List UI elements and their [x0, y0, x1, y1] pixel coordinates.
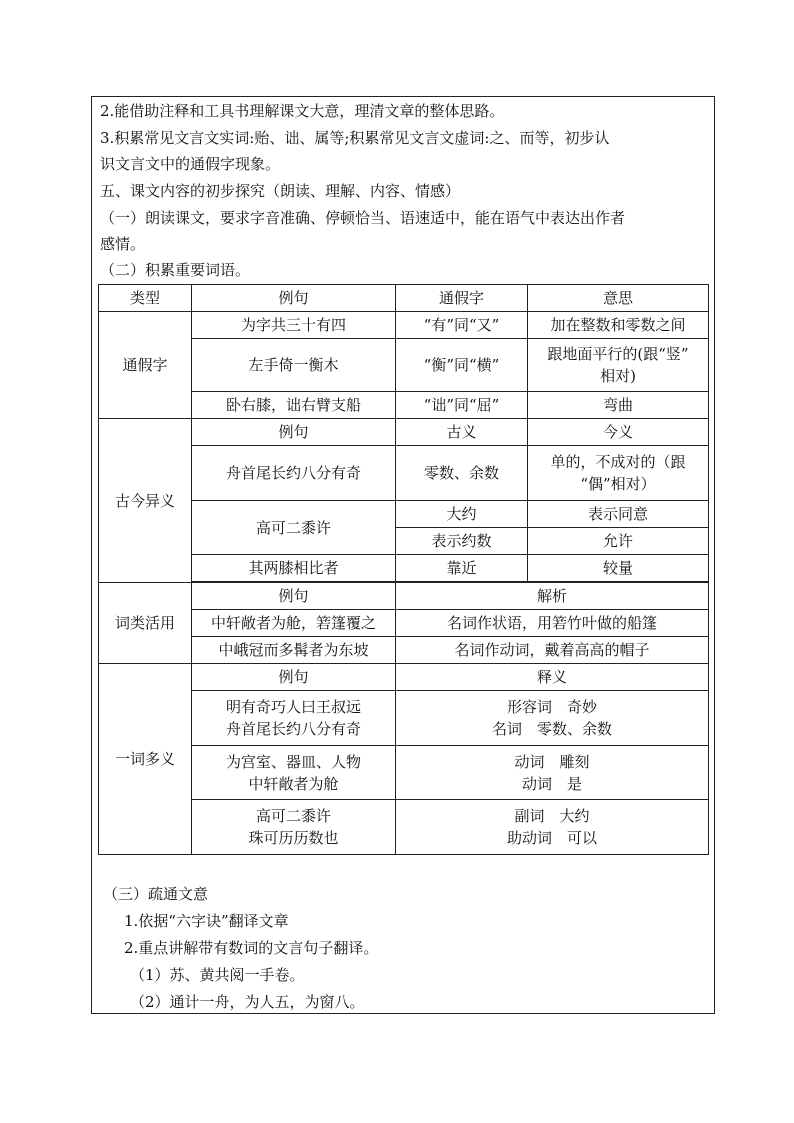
translation-item-2: 2.重点讲解带有数词的文言句子翻译。	[124, 939, 379, 957]
vocab-heading: （二）积累重要词语。	[100, 261, 251, 279]
new-meaning-cell: 表示同意	[528, 501, 709, 528]
objective-2: 2.能借助注释和工具书理解课文大意，理清文章的整体思路。	[100, 102, 505, 120]
example-line: 珠可历历数也	[248, 829, 339, 847]
new-meaning-cell: 较量	[528, 555, 709, 582]
meaning-cell	[396, 691, 709, 746]
objective-3-line2: 识文言文中的通假字现象。	[100, 155, 281, 173]
meaning-cell: 弯曲	[528, 392, 709, 419]
example-line: 明有奇巧人曰王叔远	[225, 698, 361, 716]
meaning-line: 相对)	[600, 367, 636, 385]
header-example: 例句	[192, 285, 396, 312]
old-meaning-cell: 零数、余数	[396, 446, 528, 501]
category-gujin: 古今异义	[99, 419, 192, 583]
meaning-cell	[396, 746, 709, 800]
header-tongjia: 通假字	[396, 285, 528, 312]
example-line: 为宫室、器皿、人物	[225, 752, 361, 771]
old-meaning-cell: 表示约数	[396, 528, 528, 555]
meaning-line: 动词 雕刻	[514, 752, 590, 771]
header-type: 类型	[99, 285, 192, 312]
meaning-line: 助动词 可以	[506, 829, 597, 847]
meaning-line: 名词 零数、余数	[491, 720, 612, 738]
example-cell: 其两膝相比者	[192, 555, 396, 582]
subheader-old: 古义	[396, 419, 528, 446]
subheader-example: 例句	[192, 583, 396, 610]
tongjia-cell: “衡”同“横”	[396, 339, 528, 392]
example-cell: 中轩敞者为舱，箬篷覆之	[192, 610, 396, 637]
reading-requirement-line1: （一）朗读课文，要求字音准确、停顿恰当、语速适中，能在语气中表达出作者	[100, 209, 626, 227]
meaning-line: 动词 是	[521, 774, 582, 793]
subheader-new: 今义	[528, 419, 709, 446]
table-row	[99, 664, 709, 691]
meaning-cell: 加在整数和零数之间	[528, 312, 709, 339]
new-meaning-cell: 允许	[528, 528, 709, 555]
reading-requirement-line2: 感情。	[100, 235, 146, 253]
table-row	[99, 583, 709, 610]
meaning-line: 单的，不成对的（跟	[550, 453, 686, 471]
example-cell: 卧右膝，诎右臂支船	[192, 392, 396, 419]
subheader-analysis: 解析	[396, 583, 709, 610]
example-cell: 中峨冠而多髯者为东坡	[192, 637, 396, 664]
section-5-heading: 五、课文内容的初步探究（朗读、理解、内容、情感）	[100, 182, 461, 200]
old-meaning-cell: 大约	[396, 501, 528, 528]
example-cell	[192, 691, 396, 746]
translation-sentence-1: （1）苏、黄共阅一手卷。	[130, 966, 305, 984]
table-row	[99, 312, 709, 339]
meaning-line: 副词 大约	[514, 807, 590, 825]
analysis-cell: 名词作状语，用箬竹叶做的船篷	[396, 610, 709, 637]
old-meaning-cell: 靠近	[396, 555, 528, 582]
table-row	[99, 419, 709, 446]
vocab-table	[98, 284, 709, 855]
header-meaning: 意思	[528, 285, 709, 312]
example-cell: 高可二黍许	[192, 501, 396, 555]
example-line: 高可二黍许	[255, 807, 331, 825]
example-cell	[192, 746, 396, 800]
example-cell: 为字共三十有四	[192, 312, 396, 339]
example-cell	[192, 800, 396, 855]
translation-sentence-2: （2）通计一舟，为人五，为窗八。	[130, 993, 365, 1011]
table-row	[99, 285, 709, 312]
subheader-example: 例句	[192, 419, 396, 446]
translation-item-1: 1.依据“六字诀”翻译文章	[124, 912, 289, 930]
subheader-example: 例句	[192, 664, 396, 691]
example-cell: 左手倚一衡木	[192, 339, 396, 392]
meaning-line: 跟地面平行的(跟“竖”	[547, 345, 689, 363]
meaning-line: “偶”相对）	[580, 475, 656, 493]
tongjia-cell: “有”同“又”	[396, 312, 528, 339]
meaning-cell	[528, 339, 709, 392]
example-line: 中轩敞者为舱	[248, 774, 339, 793]
subheader-meaning: 释义	[396, 664, 709, 691]
tongjia-cell: “诎”同“屈”	[396, 392, 528, 419]
objective-3-line1: 3.积累常见文言文实词:贻、诎、属等;积累常见文言文虚词:之、而等，初步认	[100, 129, 610, 147]
new-meaning-cell	[528, 446, 709, 501]
example-cell: 舟首尾长约八分有奇	[192, 446, 396, 501]
meaning-line: 形容词 奇妙	[506, 698, 597, 716]
meaning-cell	[396, 800, 709, 855]
analysis-cell: 名词作动词，戴着高高的帽子	[396, 637, 709, 664]
example-line: 舟首尾长约八分有奇	[225, 720, 361, 738]
category-yici: 一词多义	[99, 664, 192, 855]
category-cilei: 词类活用	[99, 583, 192, 664]
section-3-heading: （三）疏通文意	[103, 885, 209, 903]
category-tongjia: 通假字	[99, 312, 192, 419]
